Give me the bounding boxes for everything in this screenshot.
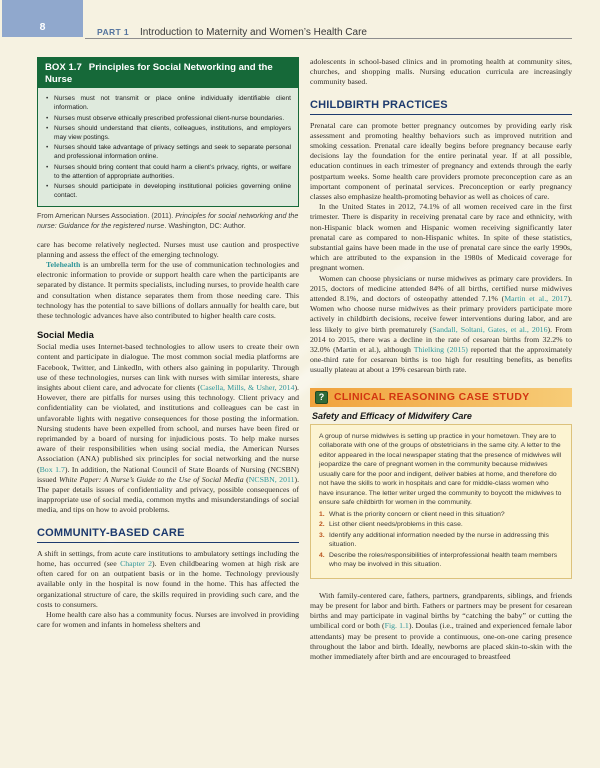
left-column xyxy=(37,57,299,662)
paragraph-community-continued: adolescents in school-based clinics and in promoting health at community sites, churches, and shopping malls. Nursing education curricula are increasingly community based. xyxy=(310,57,572,87)
part-label: PART 1 xyxy=(97,27,129,37)
right-column xyxy=(310,57,572,662)
clinical-reasoning-case-study xyxy=(310,388,572,579)
header-rule xyxy=(85,38,572,39)
paragraph-telehealth: Telehealth is an umbrella term for the use of communication technologies and electronic information to provide or support health care when the participants are separated by distance. It permits specialists, including nurses, to provide health care and consultation when distance separates them from those needing care. This technology has the potential to save billions of dollars annually for health care, but these technologic advances have also contributed to higher health care costs. xyxy=(37,260,299,321)
box-1-7-header xyxy=(38,58,298,88)
box-title: Principles for Social Networking and the Nurse xyxy=(45,62,273,85)
case-study-question-list xyxy=(319,510,563,570)
heading-social-media: Social Media xyxy=(37,329,94,341)
page-number: 8 xyxy=(39,21,46,33)
crossref-link-chapter-2[interactable]: Chapter 2 xyxy=(120,558,153,568)
case-study-body xyxy=(310,424,572,579)
telehealth-keyword: Telehealth xyxy=(46,260,81,270)
paragraph-family-centered-care: With family-centered care, fathers, partners, grandparents, siblings, and friends may be present for labor and birth. Fathers or partners may be present for cesarean births and may participate in vaginal births by “catching the baby” or cutting the umbilical cord or both (Fig. 1.1). Doulas (i.e., trained and experienced female labor attendants) may be present to provide a continuous, one-on-one caring presence throughout the labor and birth. Ideally, newborns are placed skin-to-skin with the mother immediately after birth and are encouraged to breastfeed xyxy=(310,590,572,661)
box-label: BOX 1.7 xyxy=(45,62,82,73)
citation-link-casella[interactable]: Casella, Mills, & Usher, 2014 xyxy=(200,383,295,393)
box-source-citation: From American Nurses Association. (2011). Principles for social networking and the nurse: Guidance for the registered nurse. Washington, DC: Author. xyxy=(37,212,299,230)
box-bullet: • Nurses should understand that clients, colleagues, institutions, and employers may view postings. xyxy=(45,124,291,142)
case-study-subtitle: Safety and Efficacy of Midwifery Care xyxy=(312,410,472,421)
citation-link-sandall[interactable]: Sandall, Soltani, Gates, et al., 2016 xyxy=(432,324,548,334)
white-paper-title: White Paper: A Nurse’s Guide to the Use of Social Media xyxy=(58,474,244,484)
question-mark-icon: ? xyxy=(315,391,328,404)
box-bullet: • Nurses should take advantage of privacy settings and seek to separate personal and professional information online. xyxy=(45,143,291,161)
heading-community-based-care: COMMUNITY-BASED CARE xyxy=(37,527,299,543)
case-study-question: 4. Describe the roles/responsibilities of interprofessional health team members who may be involved in this situation. xyxy=(319,551,558,569)
crossref-link-box-1-7[interactable]: Box 1.7 xyxy=(39,464,65,474)
citation-link-ncsbn[interactable]: NCSBN, 2011 xyxy=(248,474,295,484)
case-study-heading: CLINICAL REASONING CASE STUDY xyxy=(334,391,530,403)
box-bullet: • Nurses should participate in developing institutional policies governing online contact. xyxy=(45,182,291,200)
paragraph-prenatal-care: Prenatal care can promote better pregnancy outcomes by providing early risk assessment and promoting healthy behaviors such as improved nutrition and smoking cessation. Prenatal care ideally begins before pregnancy because early decisions lay the foundation for the entire perinatal year. If at all possible, education continues in each trimester of pregnancy and extends through the early postpartum weeks. Some health care providers promote preconception care as an important component of perinatal services. Preconception or early pregnancy classes also emphasize health-promoting behavior as well as choices of care. xyxy=(310,120,572,202)
citation-link-thielking[interactable]: Thielking (2015) xyxy=(413,345,468,355)
case-study-header xyxy=(310,388,572,407)
page-number-tab xyxy=(2,0,83,37)
paragraph-social-media: Social media uses Internet-based technologies to allow users to create their own content and participate in dialogue. The most common social media platforms are Facebook, Twitter, and LinkedIn, with others also gaining in popularity. Through use of these technologies, nurses can link with nurses with similar interests, share insights about client care, and advocate for clients (Casella, Mills, & Usher, 2014). However, there are pitfalls for nurses using this technology. Client privacy and confidentiality can be violated, and institutions and colleagues can be cast in unfavorable lights with negative consequences for those posting the information. Nursing students have been expelled from school, and nurses have been fired or reprimanded by a board of nursing for injudicious posts. To help make nurses aware of their responsibilities when using social media, the American Nurses Association (ANA) published six principles for social networking and the nurse (Box 1.7). In addition, the National Council of State Boards of Nursing (NCSBN) issued White Paper: A Nurse’s Guide to the Use of Social Media (NCSBN, 2011). The paper details issues of confidentiality and privacy, possible consequences of inappropriate use of social media, common myths and misunderstandings of social media, and tips on how to avoid problems. xyxy=(37,342,300,515)
box-bullet: • Nurses must not transmit or place online individually identifiable client information. xyxy=(45,94,291,112)
paragraph-provider-choice: Women can choose physicians or nurse midwives as primary care providers. In 2015, doctors of medicine attended 84% of all births, certified nurse midwives attended 8.1%, and doctors of osteopathy attended 7.1% (Martin et al., 2017). Women who choose nurse midwives as their primary providers participate more actively in childbirth decisions, receive fewer interventions during labor, and are less likely to give birth prematurely (Sandall, Soltani, Gates, et al., 2016). From 2014 to 2015, there was a decline in the rate of cesarean births from 32.2% to 32.0% (Martin et al.), although Thielking (2015) reported that the approximately one-third rate for cesarean births is too high for resulting benefits, as benefits usually plateau at about a 19% cesarean birth rate. xyxy=(310,273,572,375)
case-study-question: 2. List other client needs/problems in this case. xyxy=(319,521,463,529)
paragraph-technology-continued: care has become relatively neglected. Nurses must use caution and prospective planning and assess the effect of the emerging technology. xyxy=(37,239,299,259)
box-1-7 xyxy=(37,57,299,207)
page-content xyxy=(37,57,572,662)
box-bullet: • Nurses should bring content that could harm a client’s privacy, rights, or welfare to the attention of appropriate authorities. xyxy=(45,163,291,181)
part-title: Introduction to Maternity and Women’s Health Care xyxy=(140,27,367,38)
case-study-scenario: A group of nurse midwives is setting up practice in your hometown. They are to collaborate with one of the groups of obstetricians in the same city. A letter to the editor appeared in the local newspaper stating that the presence of midwives will jeopardize the care of pregnant women in the community because midwives usually care for the poor and indigent, deliver babies at home, and therefore do not have the skills to work in hospitals and care for middle-class women who have insurance. The letter writer urged the community to boycott the midwives to ensure safe childbirth for women in the community. xyxy=(319,432,562,507)
case-study-question: 3. Identify any additional information needed by the nurse in addressing this situation. xyxy=(319,531,549,549)
box-1-7-bullet-list xyxy=(38,88,298,206)
crossref-link-fig-1-1[interactable]: Fig. 1.1 xyxy=(384,621,409,631)
paragraph-home-health: Home health care also has a community focus. Nurses are involved in providing care for women and infants in homeless shelters and xyxy=(37,609,299,630)
case-study-question: 1. What is the priority concern or client need in this situation? xyxy=(319,510,505,518)
heading-childbirth-practices: CHILDBIRTH PRACTICES xyxy=(310,99,572,115)
box-bullet: • Nurses must observe ethically prescribed professional client-nurse boundaries. xyxy=(45,114,291,123)
paragraph-prenatal-statistics: In the United States in 2012, 74.1% of all women received care in the first trimester. There is disparity in receiving prenatal care by race and ethnicity, with non-Hispanic black women and Hispanic women receiving significantly later prenatal care as compared to non-Hispanic whites. In spite of these statistics, substantial gains have been made in the use of prenatal care since the early 1990s, which are attributed to the expansion in the 1980s of Medicaid coverage for pregnant women. xyxy=(310,202,572,273)
citation-link-martin[interactable]: Martin et al., 2017 xyxy=(504,294,568,304)
paragraph-community-shift: A shift in settings, from acute care institutions to ambulatory settings including the home, has occurred (see Chapter 2). Even childbearing women at high risk are often cared for on an outpatient basis or in the home. Technology previously available only in the hospital is now found in the home. This has affected the organizational structure of care, the skills required in providing such care, and the costs to consumers. xyxy=(37,548,299,609)
